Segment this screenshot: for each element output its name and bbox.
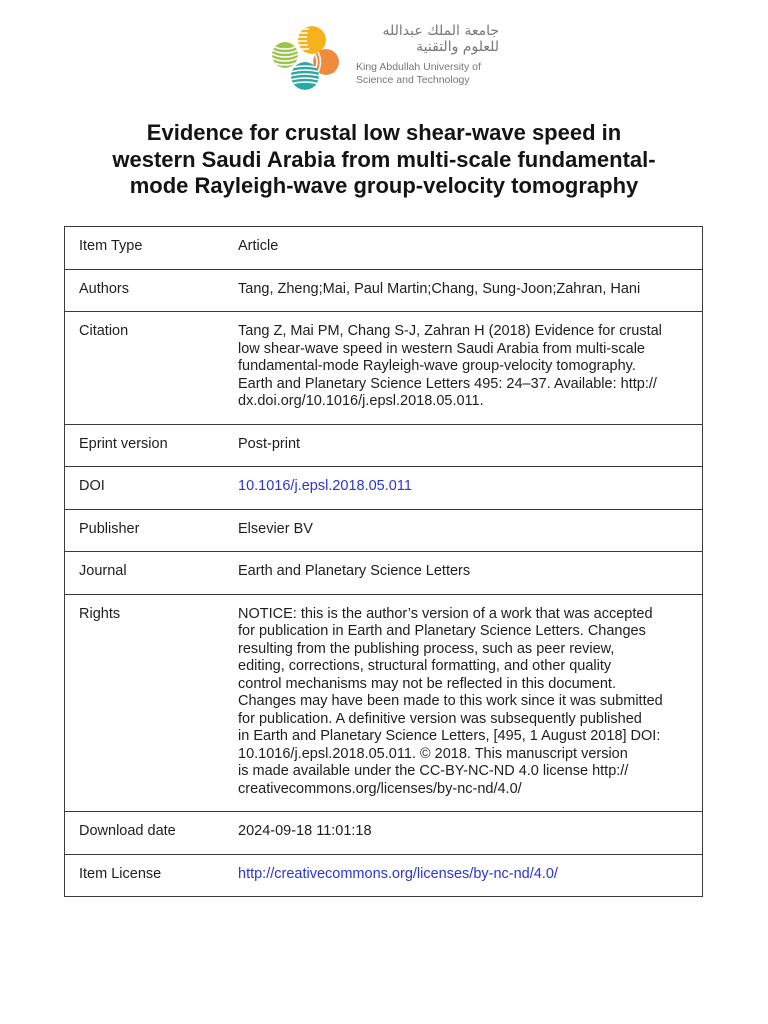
row-value [238, 478, 702, 496]
row-label: Citation [79, 323, 129, 339]
row-value: Elsevier BV [238, 520, 313, 537]
document-title [0, 120, 768, 200]
row-label: Publisher [79, 520, 140, 537]
row-label: Journal [79, 563, 127, 579]
row-value-line: control mechanisms may not be reflected in this document. [238, 675, 616, 692]
row-label: DOI [79, 478, 105, 494]
doi-link[interactable]: 10.1016/j.epsl.2018.05.011 [238, 478, 412, 494]
record-row-download-date [65, 811, 702, 854]
row-value-line: NOTICE: this is the author’s version of a work that was accepted [238, 605, 653, 622]
record-row-doi [65, 466, 702, 509]
row-label: Eprint version [79, 435, 168, 452]
row-value: Earth and Planetary Science Letters [238, 563, 471, 579]
document-title-line: mode Rayleigh-wave group-velocity tomography [129, 173, 639, 198]
row-value-line: creativecommons.org/licenses/by-nc-nd/4.0/ [238, 780, 522, 797]
record-row-item-license [65, 854, 702, 897]
item-record-table [64, 226, 703, 897]
row-value-line: dx.doi.org/10.1016/j.epsl.2018.05.011. [238, 393, 484, 409]
record-row-rights [65, 594, 702, 812]
row-value [238, 606, 702, 799]
row-value-line: in Earth and Planetary Science Letters, [495, 1 August 2018] DOI: [238, 728, 661, 744]
record-row-eprint-version [65, 424, 702, 467]
record-row-publisher [65, 509, 702, 552]
university-name-arabic [350, 24, 499, 55]
record-row-journal [65, 551, 702, 594]
row-value: 2024-09-18 11:01:18 [238, 823, 372, 839]
document-title-line: Evidence for crustal low shear-wave speed in [146, 120, 622, 145]
row-label: Item License [79, 865, 162, 882]
row-value: Article [238, 238, 279, 254]
row-label: Item Type [79, 238, 143, 254]
row-value-line: Earth and Planetary Science Letters 495: 24–37. Available: http:// [238, 375, 657, 392]
row-value-line: 10.1016/j.epsl.2018.05.011. © 2018. This manuscript version [238, 745, 628, 762]
license-link[interactable]: http://creativecommons.org/licenses/by-nc-nd/4.0/ [238, 865, 558, 882]
row-value-line: resulting from the publishing process, such as peer review, [238, 640, 615, 657]
row-value-line: is made available under the CC-BY-NC-ND 4.0 license http:// [238, 763, 629, 779]
row-value-line: Changes may have been made to this work since it was submitted [238, 693, 663, 709]
row-value-line: for publication in Earth and Planetary Science Letters. Changes [238, 623, 646, 639]
logo-yellow-circle [296, 26, 326, 54]
university-name-english-line: King Abdullah University of [356, 61, 481, 73]
row-value [238, 323, 702, 411]
row-value-line: Tang Z, Mai PM, Chang S-J, Zahran H (2018) Evidence for crustal [238, 323, 662, 339]
row-value [238, 866, 702, 884]
row-value-line: low shear-wave speed in western Saudi Arabia from multi-scale [238, 340, 645, 357]
record-row-item-type [65, 227, 702, 269]
row-value: Tang, Zheng;Mai, Paul Martin;Chang, Sung-Joon;Zahran, Hani [238, 280, 641, 297]
row-label: Authors [79, 280, 129, 297]
row-value-line: for publication. A definitive version was subsequently published [238, 710, 642, 727]
kaust-logo-icon [268, 24, 342, 92]
university-name-arabic-line: جامعة الملك عبدالله [382, 23, 499, 39]
document-title-line: western Saudi Arabia from multi-scale fundamental- [112, 146, 656, 172]
row-value: Post-print [238, 435, 301, 452]
record-row-authors [65, 269, 702, 312]
row-label: Rights [79, 605, 121, 622]
university-name-arabic-line: للعلوم والتقنية [416, 38, 499, 55]
row-value-line: editing, corrections, structural formatting, and other quality [238, 658, 612, 674]
logo-green-circle [272, 42, 298, 68]
row-value-line: fundamental-mode Rayleigh-wave group-velocity tomography. [238, 358, 636, 374]
university-name-english-line: Science and Technology [356, 74, 470, 86]
university-name-english [356, 61, 481, 87]
record-row-citation [65, 311, 702, 424]
row-label: Download date [79, 823, 176, 839]
